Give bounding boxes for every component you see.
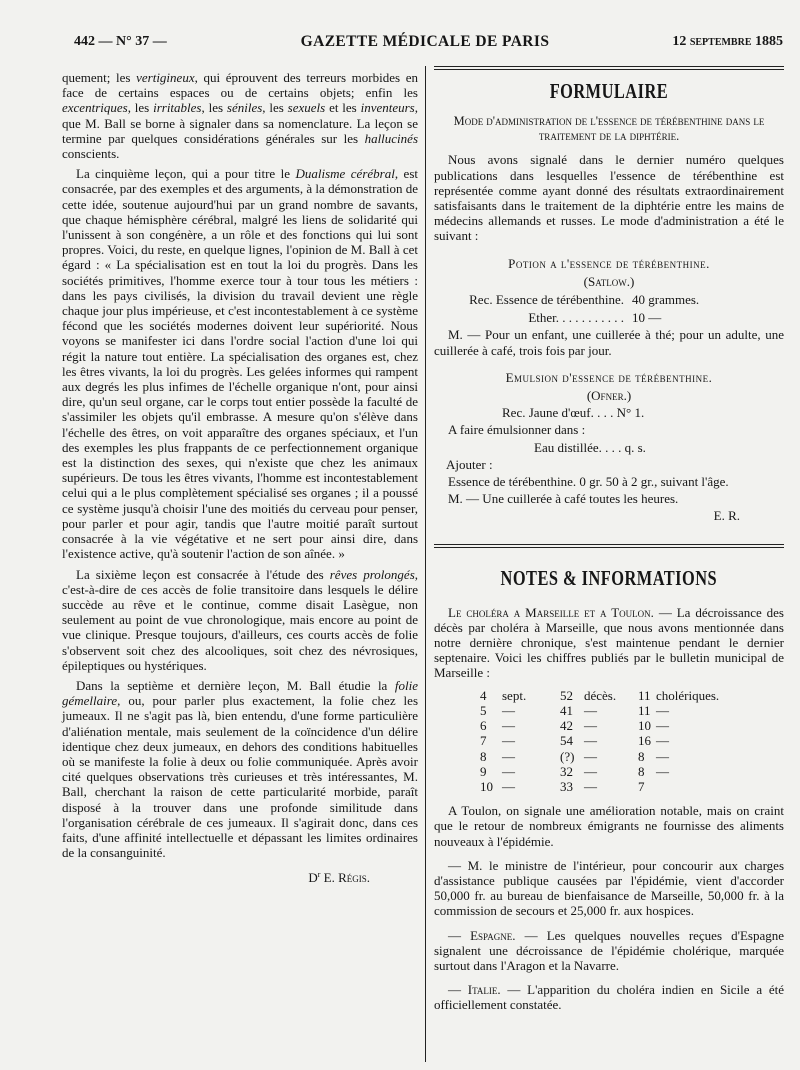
text-run: —: [448, 927, 471, 943]
italic-text-run: rêves prolongés: [329, 566, 415, 582]
text-run: — L'apparition du choléra indien en Sicile a été officiellement constatée.: [434, 982, 785, 1013]
table-cell: —: [656, 702, 669, 718]
section-separator: [434, 544, 784, 548]
emulsion-water-line: Eau distillée. . . . q. s.: [534, 439, 646, 455]
table-cell: cholériques.: [656, 687, 720, 703]
table-cell: —: [656, 763, 669, 779]
text-run: La sixième leçon est consacrée à l'étude des: [76, 566, 330, 582]
table-row: [480, 703, 746, 718]
table-cell: —: [584, 702, 597, 718]
notes-paragraph: [434, 605, 784, 681]
table-cell: 41: [560, 702, 573, 718]
text-run: — La décroissance des décès par choléra à Marseille, que nous avons mentionnée dans notre dernière chronique, s'est maintenue pendant le dernier septenaire. Voici les chiffres publiés par le bulletin municipal de Marseille :: [434, 604, 784, 681]
potion-author: (Satlow.): [583, 273, 635, 289]
emulsion-essence-line: Essence de térébenthine. 0 gr. 50 à 2 gr., suivant l'âge.: [448, 474, 729, 490]
potion-directions: M. — Pour un enfant, une cuillerée à thé; pour un adulte, une cuillerée à café, trois fois par jour.: [434, 327, 784, 358]
table-cell: 11: [638, 702, 651, 718]
table-cell: —: [502, 718, 515, 734]
text-run: , les: [127, 100, 154, 116]
table-cell: —: [656, 733, 669, 749]
notes-header: [434, 566, 784, 593]
ingredient-label: Ether. . . . . . . . . . .: [528, 310, 624, 326]
table-cell: (?): [560, 748, 575, 764]
right-column: [434, 66, 784, 1013]
text-run: , est consacrée, par des exemples et des arguments, à la démonstration de cette idée, soutenue aujourd'hui par un grand nombre de savants, que chaque hémisphère cérébral, malgré les liens de solidarité qui l'unissent à son congénère, a un rôle et des fonctions qui lui sont propres. Voici, du reste, en quelque lignes, l'opinion de M. Ball à cet égard : « La spécialisation est en tout la loi du progrès. Dans les sociétés primitives, l'homme exerce tour à tour tous les métiers : dans les pays civilisés, la division du travail devient une règle chaque jour plus impérieuse, et c'est incontestablement à ce système fécond que les sociétés modernes doivent leur supériorité. Nous voyons se manifester ici dans l'ordre social l'action d'une loi qui régit la nature tout entière. La spécialisation des organes est, chez les êtres vivants, la loi du progrès. Les gelées informes qui rampent aux degrés les plus infimes de l'échelle organique n'ont, pour ainsi dire, qu'un seul organe, car le corps tout entier possède la faculté de s'assimiler les objets qu'il embrasse. A mesure qu'on s'élève dans l'échelle des êtres, on voit apparaître des organes spéciaux, et l'un des exemples les plus frappants de ce perfectionnement organique est la distinction des sexes, qui n'existe que chez les animaux supérieurs. De tous les êtres vivants, l'homme est incontestablement celui qui a le plus complètement spécialisé ses organes ; il a poussé ce système jusqu'à choisir l'une des moitiés du cerveau pour penser, pour parler et pour agir, tandis que l'autre moitié paraît surtout consacrée à la vie végétative et ne sert pour ainsi dire, dans l'existence active, qu'à soutenir l'action de son aînée. »: [62, 166, 418, 562]
table-cell: 8: [638, 748, 645, 764]
article-paragraph: [62, 567, 418, 673]
table-cell: —: [584, 748, 597, 764]
mortality-table-body: [480, 688, 746, 794]
formulaire-header: [434, 66, 784, 106]
article-paragraph: [62, 166, 418, 561]
author-signature: [62, 870, 418, 885]
potion-ingredient-row: [434, 310, 784, 325]
table-cell: 8: [480, 748, 487, 764]
table-cell: 52: [560, 687, 573, 703]
table-cell: 33: [560, 778, 573, 794]
table-cell: —: [656, 718, 669, 734]
table-cell: 4: [480, 687, 487, 703]
ingredient-label: Rec. Essence de térébenthine.: [469, 292, 624, 308]
small-caps-text-run: Espagne.: [470, 927, 516, 943]
italic-text-run: séniles: [226, 100, 263, 116]
table-cell: —: [584, 718, 597, 734]
text-run: La cinquième leçon, qui a pour titre le: [76, 166, 296, 182]
text-run: A Toulon, on signale une amélioration notable, mais on craint que le retour de nombreux émigrants ne fournisse des aliments nouveaux à l'épidémie.: [434, 803, 784, 849]
table-cell: [656, 779, 746, 794]
table-row: [480, 733, 746, 748]
text-run: , les: [262, 100, 288, 116]
table-cell: 7: [480, 733, 487, 749]
article-paragraph: [62, 678, 418, 860]
table-row: [480, 749, 746, 764]
emulsion-rec-line: Rec. Jaune d'œuf. . . . N° 1.: [502, 405, 645, 421]
notes-paragraph: [434, 982, 784, 1012]
table-row: [480, 779, 746, 794]
table-cell: sept.: [502, 687, 527, 703]
emulsion-step-line: Ajouter :: [446, 456, 493, 472]
table-cell: 7: [638, 778, 645, 794]
table-cell: —: [502, 778, 515, 794]
formulaire-intro: Nous avons signalé dans le dernier numéro quelques publications dans lesquelles l'essence de térébenthine est représentée comme ayant donné des résultats extraordinairement satisfaisants dans le traitement de la diphtérie entre les mains de médecins allemands et russes. Le mode d'administration a été le suivant :: [434, 152, 784, 244]
table-cell: —: [502, 733, 515, 749]
table-cell: décès.: [584, 687, 617, 703]
italic-text-run: vertigineux: [136, 70, 195, 85]
small-caps-text-run: Le choléra a Marseille et a Toulon.: [448, 604, 654, 620]
text-run: Dans la septième et dernière leçon, M. Ball étudie la: [76, 677, 395, 693]
table-cell: —: [584, 763, 597, 779]
italic-text-run: inventeurs: [360, 100, 415, 116]
notes-paragraph: [434, 928, 784, 974]
text-run: , les: [201, 100, 227, 116]
notes-paragraph: [434, 858, 784, 919]
table-cell: 10: [638, 718, 651, 734]
text-run: E.: [320, 870, 339, 886]
formulaire-subtitle: Mode d'administration de l'essence de térébenthine dans le traitement de la diphtérie.: [453, 114, 765, 144]
notes-title: NOTES & INFORMATIONS: [500, 565, 718, 590]
table-cell: 32: [560, 763, 573, 779]
journal-title: GAZETTE MÉDICALE DE PARIS: [300, 33, 550, 50]
table-cell: 6: [480, 718, 487, 734]
text-run: D: [308, 870, 318, 886]
ingredient-amount: 40 grammes.: [632, 292, 700, 308]
table-cell: —: [502, 763, 515, 779]
table-cell: 5: [480, 702, 487, 718]
potion-title: Potion a l'essence de térébenthine.: [508, 255, 710, 271]
table-cell: 9: [480, 763, 487, 779]
left-column-article: [62, 70, 418, 886]
text-run: quement; les: [62, 70, 137, 85]
emulsion-author: (Ofner.): [586, 388, 632, 404]
table-row: [480, 764, 746, 779]
text-run: — Les quelques nouvelles reçues d'Espagne signalent une décroissance de l'épidémie cholérique, marquée surtout dans l'Aragon et la Navarre.: [434, 927, 784, 973]
formulaire-initials: E. R.: [713, 508, 740, 524]
mortality-table: [480, 688, 746, 794]
table-row: [480, 688, 746, 703]
table-cell: —: [584, 733, 597, 749]
text-run: conscients.: [62, 146, 120, 162]
italic-text-run: Dualisme cérébral: [295, 166, 395, 182]
ingredient-amount: 10 —: [632, 310, 662, 326]
table-cell: —: [502, 748, 515, 764]
italic-text-run: irritables: [153, 100, 202, 116]
italic-text-run: folie gémellaire: [62, 677, 418, 709]
table-cell: 54: [560, 733, 573, 749]
superscript-text-run: r: [317, 870, 321, 880]
text-run: — M. le ministre de l'intérieur, pour concourir aux charges d'assistance publique causées par l'épidémie, vient d'accorder 50,000 fr. au bureau de bienfaisance de Marseille, 50,000 fr. à la commission de secours et 25,000 fr. aux hospices.: [434, 857, 784, 919]
small-caps-text-run: Italie.: [467, 982, 501, 998]
issue-date: 12 septembre 1885: [672, 34, 783, 49]
text-run: , c'est-à-dire de ces accès de folie transitoire dans lesquels le délire succède au rêve et le continue, comme disait Lasègue, non seulement au point de vue chronologique, mais encore au point de vue clinique. Presque toujours, d'ailleurs, ces courts accès de folie s'observent soit chez des alcooliques, soit chez des névrosiques, épileptiques ou hystériques.: [62, 566, 418, 673]
formulaire-title: FORMULAIRE: [549, 79, 669, 103]
article-paragraph: [62, 70, 418, 161]
text-run: , que M. Ball se borne à signaler dans sa nomenclature. La leçon se termine par quelques considérations générales sur les: [62, 100, 418, 146]
emulsion-directions: M. — Une cuillerée à café toutes les heures.: [448, 491, 679, 507]
table-cell: 16: [638, 733, 651, 749]
table-cell: —: [502, 702, 515, 718]
text-run: , ou, pour parler plus exactement, la folie chez les jumeaux. Il ne s'agit pas là, bien entendu, d'une forme particulière d'aliénation mentale, mais seulement de la coïncidence d'un délire identique chez deux jumeaux, en dehors des conditions habituelles où se manifeste la folie à deux ou folie communiquée. Après avoir cité quelques observations très curieuses et très intéressantes, M. Ball, cherchant la raison de cette particularité morbide, paraît disposé à la trouver dans une profonde similitude dans l'organisation cérébrale de ces jumeaux. Il s'agirait donc, dans ces faits, d'une affinité intellectuelle et dépassant les limites ordinaires de la consanguinité.: [62, 693, 418, 861]
column-divider: [425, 66, 426, 1062]
table-cell: 10: [480, 778, 493, 794]
table-row: [480, 718, 746, 733]
table-cell: 42: [560, 718, 573, 734]
text-run: , qui éprouvent des terreurs morbides en face de certains espaces ou de certains objets; enfin les: [62, 70, 418, 101]
table-cell: 11: [638, 687, 651, 703]
potion-ingredient-row: [434, 292, 784, 307]
emulsion-step-line: A faire émulsionner dans :: [448, 422, 586, 438]
notes-paragraph: [434, 803, 784, 849]
emulsion-title: Emulsion d'essence de térébenthine.: [505, 369, 713, 385]
small-caps-text-run: Régis.: [338, 870, 370, 886]
table-cell: —: [656, 748, 669, 764]
table-cell: —: [584, 778, 597, 794]
italic-text-run: hallucinés: [364, 130, 418, 146]
table-cell: 8: [638, 763, 645, 779]
text-run: —: [448, 982, 468, 998]
text-run: et les: [325, 100, 361, 116]
italic-text-run: sexuels: [287, 100, 326, 116]
italic-text-run: excentriques: [62, 100, 128, 116]
page-number: 442 — N° 37 —: [74, 34, 167, 49]
